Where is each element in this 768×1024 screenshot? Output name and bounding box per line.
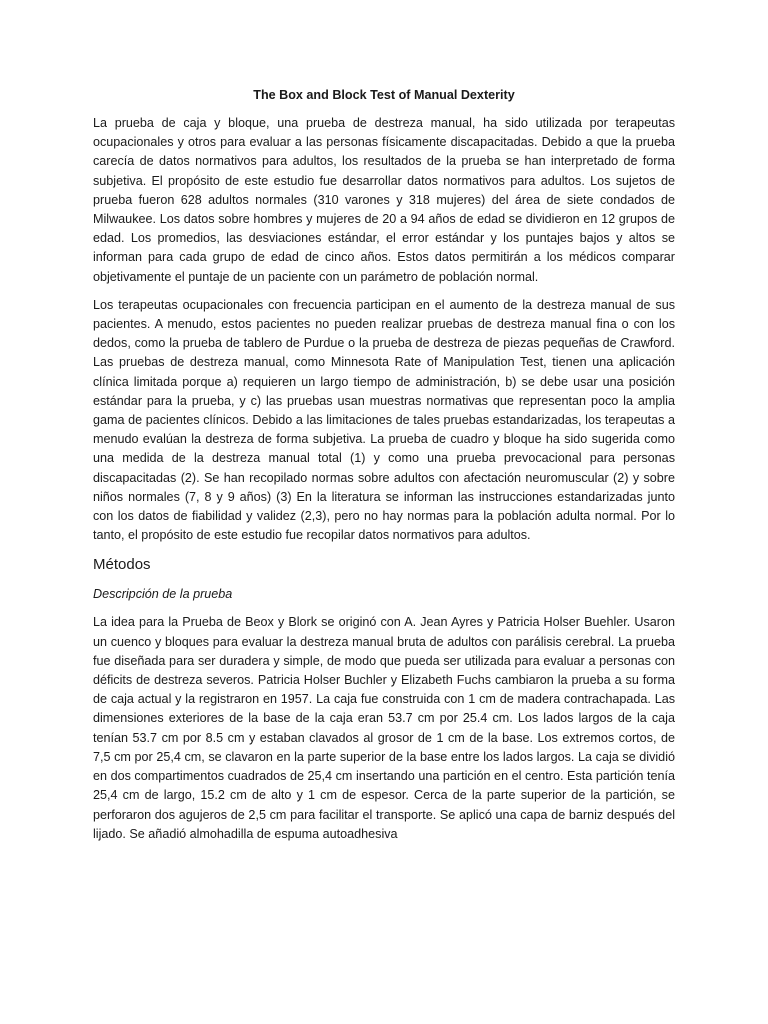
document-title: The Box and Block Test of Manual Dexterity: [253, 88, 515, 102]
methods-paragraph: La idea para la Prueba de Beox y Blork se originó con A. Jean Ayres y Patricia Holser Buehler. Usaron un cuenco y bloques para evaluar la destreza manual bruta de adultos con parálisis cerebral. La prueba fue diseñada para ser duradera y simple, de modo que pueda ser utilizada para evaluar a personas con déficits de destreza severos. Patricia Holser Buchler y Elizabeth Fuchs cambiaron la prueba a su forma de caja actual y la registraron en 1957. La caja fue construida con 1 cm de madera contrachapada. Las dimensiones exteriores de la base de la caja eran 53.7 cm por 25.4 cm. Los lados largos de la caja tenían 53.7 cm por 8.5 cm y estaban clavados al grosor de 1 cm de la base. Los extremos cortos, de 7,5 cm por 25,4 cm, se clavaron en la parte superior de la base entre los lados largos. La caja se dividió en dos compartimentos cuadrados de 25,4 cm insertando una partición en el centro. Esta partición tenía 25,4 cm de largo, 15.2 cm de alto y 1 cm de espesor. Cerca de la parte superior de la partición, se perforaron dos agujeros de 2,5 cm para facilitar el transporte. Se aplicó una capa de barniz después del lijado. Se añadió almohadilla de espuma autoadhesiva: [93, 615, 675, 841]
methods-heading: Métodos: [93, 556, 151, 574]
test-description-heading: Descripción de la prueba: [93, 587, 233, 602]
document-content: [93, 86, 675, 853]
introduction-paragraph: Los terapeutas ocupacionales con frecuencia participan en el aumento de la destreza manual de sus pacientes. A menudo, estos pacientes no pueden realizar pruebas de destreza manual fina o con los dedos, como la prueba de tablero de Purdue o la prueba de destreza de piezas pequeñas de Crawford. Las pruebas de destreza manual, como Minnesota Rate of Manipulation Test, tienen una aplicación clínica limitada porque a) requieren un largo tiempo de administración, b) se debe usar una posición estándar para la prueba, y c) las pruebas usan muestras normativas que representan poco la amplia gama de pacientes clínicos. Debido a las limitaciones de tales pruebas estandarizadas, los terapeutas a menudo evalúan la destreza de forma subjetiva. La prueba de cuadro y bloque ha sido sugerida como una medida de la destreza manual total (1) y como una prueba prevocacional para personas discapacitadas (2). Se han recopilado normas sobre adultos con afectación neuromuscular (2) y sobre niños normales (7, 8 y 9 años) (3) En la literatura se informan las instrucciones estandarizadas junto con los datos de fiabilidad y validez (2,3), pero no hay normas para la población adulta normal. Por lo tanto, el propósito de este estudio fue recopilar datos normativos para adultos.: [93, 297, 675, 543]
abstract-paragraph: La prueba de caja y bloque, una prueba de destreza manual, ha sido utilizada por terapeutas ocupacionales y otros para evaluar a las personas físicamente discapacitadas. Debido a que la prueba carecía de datos normativos para adultos, los resultados de la prueba se han interpretado de forma subjetiva. El propósito de este estudio fue desarrollar datos normativos para adultos. Los sujetos de prueba fueron 628 adultos normales (310 varones y 318 mujeres) del área de siete condados de Milwaukee. Los datos sobre hombres y mujeres de 20 a 94 años de edad se dividieron en 12 grupos de edad. Los promedios, las desviaciones estándar, el error estándar y los puntajes bajos y altos se informan para cada grupo de edad de cinco años. Estos datos permitirán a los médicos comparar objetivamente el puntaje de un paciente con un parámetro de población normal.: [93, 116, 675, 284]
